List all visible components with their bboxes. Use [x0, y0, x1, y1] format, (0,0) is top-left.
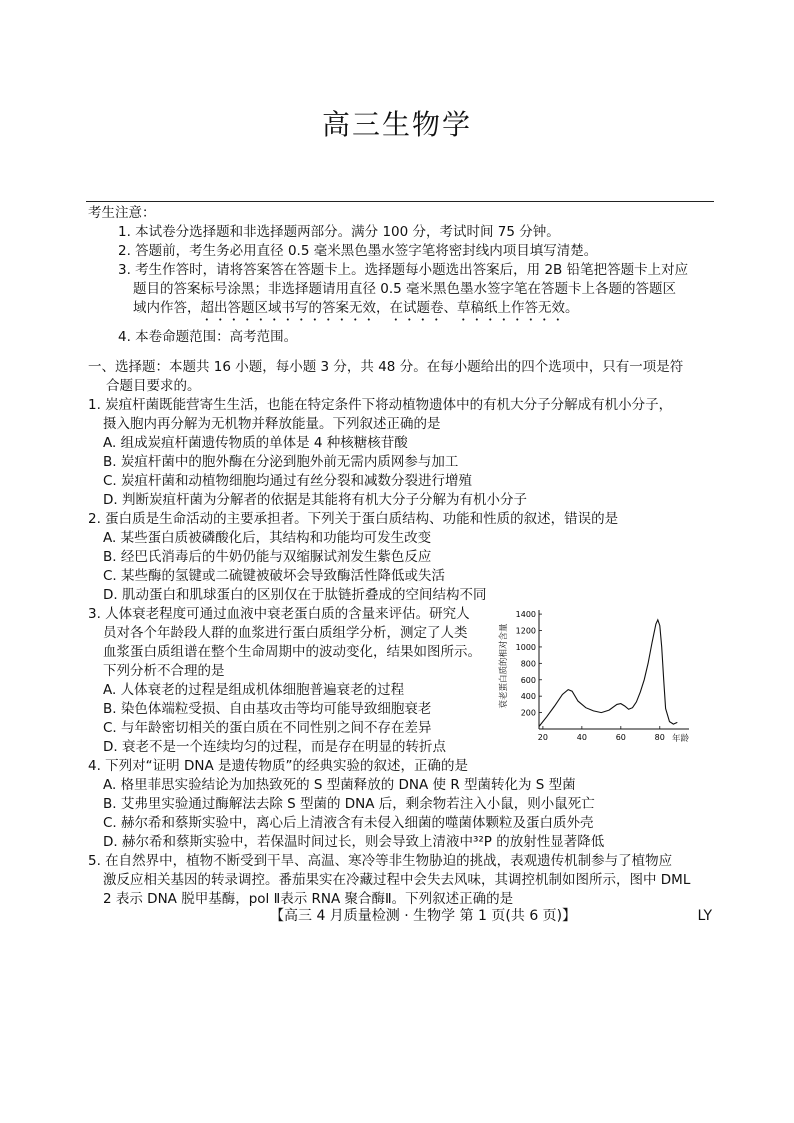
q2-option-b: B. 经巴氏消毒后的牛奶仍能与双缩脲试剂发生紫色反应 [103, 549, 432, 565]
chart-y-tick-label: 1000 [515, 642, 536, 652]
notice-item-1: 1. 本试卷分选择题和非选择题两部分。满分 100 分，考试时间 75 分钟。 [118, 224, 560, 240]
notice-item-4: 4. 本卷命题范围：高考范围。 [118, 329, 298, 345]
chart-y-tick-label: 800 [520, 659, 536, 669]
chart-x-tick-label: 60 [615, 733, 626, 742]
notice-item-2: 2. 答题前，考生务必用直径 0.5 毫米黑色墨水签字笔将密封线内项目填写清楚。 [118, 243, 598, 259]
notice-block [88, 204, 714, 347]
q5-stem-cont-2: 2 表示 DNA 脱甲基酶，pol Ⅱ表示 RNA 聚合酶Ⅱ。下列叙述正确的是 [103, 891, 514, 907]
q3-option-d: D. 衰老不是一个连续均匀的过程，而是存在明显的转折点 [103, 739, 446, 755]
aging-protein-chart [497, 604, 697, 744]
page-title: 高三生物学 [321, 108, 472, 141]
notice-item-3-text: 域内作答， [133, 300, 201, 316]
chart-y-label: 衰老蛋白质的相对含量 [499, 623, 509, 709]
q3-stem-cont-3: 下列分析不合理的是 [103, 663, 225, 679]
q4-option-d: D. 赫尔希和蔡斯实验中，若保温时间过长，则会导致上清液中³²P 的放射性显著降低 [103, 834, 605, 850]
q1-option-a: A. 组成炭疽杆菌遗传物质的单体是 4 种核糖核苷酸 [103, 435, 408, 451]
q2-stem: 2. 蛋白质是生命活动的主要承担者。下列关于蛋白质结构、功能和性质的叙述，错误的是 [88, 511, 619, 527]
chart-x-label: 年龄 [672, 734, 690, 744]
notice-item-3-cont-2 [88, 299, 714, 324]
q3-option-c: C. 与年龄密切相关的蛋白质在不同性别之间不存在差异 [103, 720, 432, 736]
footer-code: LY [697, 908, 712, 924]
chart-y-ticks [516, 610, 542, 729]
q3-stem-cont-2: 血浆蛋白质组谱在整个生命周期中的波动变化，结果如图所示。 [103, 644, 481, 660]
notice-item-3: 3. 考生作答时，请将答案答在答题卡上。选择题每小题选出答案后，用 2B 铅笔把答题卡上对应 [118, 262, 689, 278]
q3-option-a: A. 人体衰老的过程是组成机体细胞普遍衰老的过程 [103, 682, 405, 698]
notice-item-3-cont: 题目的答案标号涂黑；非选择题请用直径 0.5 毫米黑色墨水签字笔在答题卡上各题的答题区 [133, 281, 677, 297]
q2-option-a: A. 某些蛋白质被磷酸化后，其结构和功能均可发生改变 [103, 530, 432, 546]
footer-page-info: 【高三 4 月质量检测 · 生物学 第 1 页(共 6 页)】 [270, 908, 577, 924]
chart-y-tick-label: 1400 [515, 610, 536, 620]
chart-y-tick-label: 400 [520, 692, 536, 702]
q2-option-d: D. 肌动蛋白和肌球蛋白的区别仅在于肽链折叠成的空间结构不同 [103, 587, 487, 603]
chart-x-ticks [538, 726, 665, 742]
q2-option-c: C. 某些酶的氢键或二硫键被破坏会导致酶活性降低或失活 [103, 568, 446, 584]
q4-option-a: A. 格里菲思实验结论为加热致死的 S 型菌释放的 DNA 使 R 型菌转化为 S 型菌 [103, 777, 576, 793]
notice-heading: 考生注意： [88, 205, 156, 221]
q1-option-d: D. 判断炭疽杆菌为分解者的依据是其能将有机大分子分解为有机小分子 [103, 492, 527, 508]
chart-x-tick-label: 40 [576, 733, 587, 742]
chart-x-tick-label: 20 [537, 733, 548, 742]
page-footer [0, 907, 794, 927]
chart-x-tick-label: 80 [654, 733, 665, 742]
q3-stem-cont-1: 员对各个年龄段人群的血浆进行蛋白质组学分析，测定了人类 [103, 625, 468, 641]
q3-option-b: B. 染色体端粒受损、自由基攻击等均可能导致细胞衰老 [103, 701, 432, 717]
q4-stem: 4. 下列对“证明 DNA 是遗传物质”的经典实验的叙述，正确的是 [88, 758, 468, 774]
q1-option-c: C. 炭疽杆菌和动植物细胞均通过有丝分裂和减数分裂进行增殖 [103, 473, 473, 489]
q1-option-b: B. 炭疽杆菌中的胞外酶在分泌到胞外前无需内质网参与加工 [103, 454, 459, 470]
q1-stem-cont: 摄入胞内再分解为无机物并释放能量。下列叙述正确的是 [103, 416, 441, 432]
q1-stem: 1. 炭疽杆菌既能营寄生生活，也能在特定条件下将动植物遗体中的有机大分子分解成有机小分子， [88, 397, 673, 413]
q5-stem-cont-1: 激反应相关基因的转录调控。番茄果实在冷藏过程中会失去风味，其调控机制如图所示，图中 DML [103, 872, 691, 888]
section-heading-cont: 合题目要求的。 [106, 378, 201, 394]
q5-stem: 5. 在自然界中，植物不断受到干旱、高温、寒冷等非生物胁迫的挑战，表观遗传机制参与了植物应 [88, 853, 673, 869]
section-heading: 一、选择题：本题共 16 小题，每小题 3 分，共 48 分。在每小题给出的四个选项中，只有一项是符 [88, 359, 684, 375]
q4-option-b: B. 艾弗里实验通过酶解法去除 S 型菌的 DNA 后，剩余物若注入小鼠，则小鼠死亡 [103, 796, 595, 812]
notice-item-3-emphasis: 超出答题区域书写的答案无效，在试题卷、草稿纸上作答无效。 [200, 300, 579, 316]
chart-y-tick-label: 600 [520, 675, 536, 685]
header-rule [86, 201, 714, 202]
q4-option-c: C. 赫尔希和蔡斯实验中，离心后上清液含有未侵入细菌的噬菌体颗粒及蛋白质外壳 [103, 815, 594, 831]
chart-y-tick-label: 1200 [515, 626, 536, 636]
chart-y-tick-label: 200 [520, 708, 536, 718]
q3-stem: 3. 人体衰老程度可通过血液中衰老蛋白质的含量来评估。研究人 [88, 606, 470, 622]
chart-series-line [539, 620, 677, 727]
